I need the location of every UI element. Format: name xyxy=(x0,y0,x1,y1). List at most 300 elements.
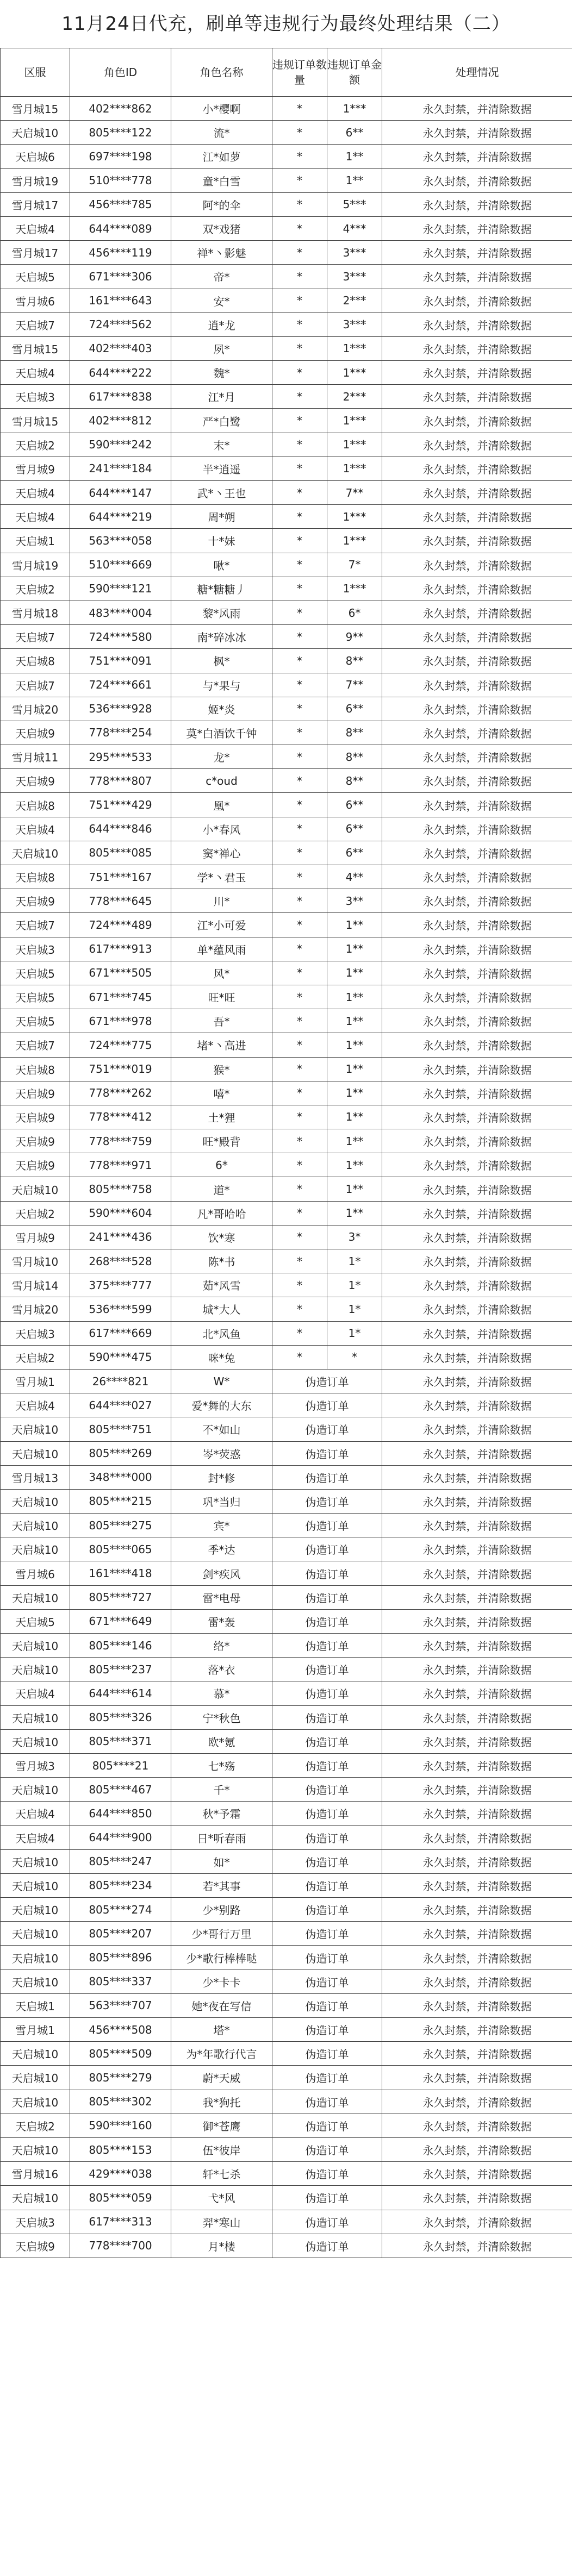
cell-handling: 永久封禁，并清除数据 xyxy=(382,1825,572,1849)
cell-server: 雪月城15 xyxy=(1,409,70,433)
cell-handling: 永久封禁，并清除数据 xyxy=(382,1441,572,1465)
cell-order-count: * xyxy=(272,505,327,529)
cell-order-count: * xyxy=(272,913,327,937)
table-row xyxy=(1,1441,572,1465)
table-row xyxy=(1,1922,572,1946)
cell-role-name: 凡*哥哈哈 xyxy=(171,1201,272,1225)
cell-role-id: 456****785 xyxy=(70,192,171,216)
cell-role-name: 御*苍鹰 xyxy=(171,2114,272,2137)
table-row xyxy=(1,1609,572,1633)
cell-order-amount: 4*** xyxy=(327,216,382,240)
table-row xyxy=(1,1825,572,1849)
cell-order-count: * xyxy=(272,1177,327,1201)
table-row xyxy=(1,1946,572,1969)
cell-order-count: * xyxy=(272,433,327,457)
cell-order-amount: 6** xyxy=(327,697,382,721)
cell-order-count: * xyxy=(272,529,327,553)
cell-violation-type: 伪造订单 xyxy=(272,2018,382,2042)
table-row xyxy=(1,697,572,721)
cell-order-amount: 3** xyxy=(327,889,382,913)
cell-order-amount: 4** xyxy=(327,865,382,889)
table-row xyxy=(1,745,572,769)
cell-violation-type: 伪造订单 xyxy=(272,1681,382,1705)
cell-role-name: 陈*书 xyxy=(171,1249,272,1273)
cell-role-name: 江*小可爱 xyxy=(171,913,272,937)
cell-role-name: 季*达 xyxy=(171,1537,272,1561)
cell-server: 雪月城10 xyxy=(1,1249,70,1273)
cell-order-amount: 1*** xyxy=(327,433,382,457)
cell-server: 天启城4 xyxy=(1,1825,70,1849)
table-row xyxy=(1,1658,572,1681)
cell-role-id: 671****505 xyxy=(70,961,171,985)
cell-order-amount: 1* xyxy=(327,1249,382,1273)
cell-handling: 永久封禁，并清除数据 xyxy=(382,97,572,121)
cell-handling: 永久封禁，并清除数据 xyxy=(382,1802,572,1825)
cell-server: 天启城2 xyxy=(1,433,70,457)
cell-handling: 永久封禁，并清除数据 xyxy=(382,1105,572,1129)
cell-handling: 永久封禁，并清除数据 xyxy=(382,913,572,937)
cell-server: 天启城10 xyxy=(1,1634,70,1658)
cell-violation-type: 伪造订单 xyxy=(272,2234,382,2258)
cell-role-name: 宾* xyxy=(171,1514,272,1537)
cell-handling: 永久封禁，并清除数据 xyxy=(382,1297,572,1321)
cell-role-name: 宁*秋色 xyxy=(171,1705,272,1729)
cell-handling: 永久封禁，并清除数据 xyxy=(382,841,572,865)
cell-order-count: * xyxy=(272,1201,327,1225)
cell-violation-type: 伪造订单 xyxy=(272,1369,382,1393)
cell-server: 雪月城15 xyxy=(1,97,70,121)
cell-role-id: 241****436 xyxy=(70,1225,171,1249)
cell-server: 雪月城16 xyxy=(1,2162,70,2186)
cell-handling: 永久封禁，并清除数据 xyxy=(382,1849,572,1873)
cell-order-amount: 1** xyxy=(327,1201,382,1225)
cell-server: 雪月城9 xyxy=(1,1225,70,1249)
table-row xyxy=(1,2162,572,2186)
cell-server: 天启城10 xyxy=(1,1489,70,1513)
cell-order-amount: 1** xyxy=(327,1105,382,1129)
table-row xyxy=(1,985,572,1009)
cell-role-id: 724****580 xyxy=(70,625,171,649)
cell-role-name: 道* xyxy=(171,1177,272,1201)
cell-order-amount: 1*** xyxy=(327,97,382,121)
table-row xyxy=(1,1561,572,1585)
table-row xyxy=(1,1489,572,1513)
cell-handling: 永久封禁，并清除数据 xyxy=(382,961,572,985)
cell-order-count: * xyxy=(272,793,327,817)
cell-violation-type: 伪造订单 xyxy=(272,1465,382,1489)
table-row xyxy=(1,1465,572,1489)
cell-role-name: 雷*轰 xyxy=(171,1609,272,1633)
table-row xyxy=(1,553,572,577)
cell-server: 天启城8 xyxy=(1,865,70,889)
cell-order-amount: 3*** xyxy=(327,312,382,336)
cell-handling: 永久封禁，并清除数据 xyxy=(382,361,572,385)
cell-server: 天启城3 xyxy=(1,2210,70,2234)
cell-order-count: * xyxy=(272,336,327,360)
cell-violation-type: 伪造订单 xyxy=(272,1993,382,2017)
cell-order-count: * xyxy=(272,721,327,745)
cell-role-id: 805****146 xyxy=(70,1634,171,1658)
cell-role-name: 岑*荧惑 xyxy=(171,1441,272,1465)
cell-violation-type: 伪造订单 xyxy=(272,2210,382,2234)
table-row xyxy=(1,937,572,961)
cell-handling: 永久封禁，并清除数据 xyxy=(382,2042,572,2066)
cell-violation-type: 伪造订单 xyxy=(272,1873,382,1897)
table-row xyxy=(1,1969,572,1993)
cell-server: 天启城4 xyxy=(1,481,70,505)
cell-handling: 永久封禁，并清除数据 xyxy=(382,2090,572,2114)
cell-handling: 永久封禁，并清除数据 xyxy=(382,1417,572,1441)
cell-handling: 永久封禁，并清除数据 xyxy=(382,1057,572,1081)
cell-handling: 永久封禁，并清除数据 xyxy=(382,1753,572,1777)
cell-role-name: 欧*氪 xyxy=(171,1729,272,1753)
cell-role-id: 805****207 xyxy=(70,1922,171,1946)
cell-server: 天启城3 xyxy=(1,937,70,961)
cell-role-id: 590****475 xyxy=(70,1345,171,1369)
cell-role-name: 单*蕴风雨 xyxy=(171,937,272,961)
cell-server: 天启城9 xyxy=(1,1153,70,1177)
cell-server: 雪月城19 xyxy=(1,553,70,577)
cell-handling: 永久封禁，并清除数据 xyxy=(382,385,572,409)
cell-order-amount: 1* xyxy=(327,1297,382,1321)
cell-role-id: 805****337 xyxy=(70,1969,171,1993)
cell-order-amount: 8** xyxy=(327,745,382,769)
cell-handling: 永久封禁，并清除数据 xyxy=(382,1585,572,1609)
cell-server: 雪月城17 xyxy=(1,241,70,265)
cell-role-name: 童*白雪 xyxy=(171,168,272,192)
cell-role-id: 295****533 xyxy=(70,745,171,769)
cell-handling: 永久封禁，并清除数据 xyxy=(382,529,572,553)
violation-table xyxy=(0,48,572,2258)
cell-role-id: 161****418 xyxy=(70,1561,171,1585)
cell-handling: 永久封禁，并清除数据 xyxy=(382,553,572,577)
cell-server: 天启城10 xyxy=(1,2186,70,2210)
cell-server: 天启城7 xyxy=(1,673,70,697)
cell-role-name: 茹*风雪 xyxy=(171,1273,272,1297)
cell-order-amount: 1** xyxy=(327,937,382,961)
cell-role-id: 778****254 xyxy=(70,721,171,745)
cell-server: 天启城5 xyxy=(1,985,70,1009)
cell-order-count: * xyxy=(272,553,327,577)
cell-server: 雪月城3 xyxy=(1,1753,70,1777)
table-row xyxy=(1,529,572,553)
cell-server: 雪月城14 xyxy=(1,1273,70,1297)
header-handling: 处理情况 xyxy=(382,48,572,97)
table-body xyxy=(1,97,572,2258)
cell-handling: 永久封禁，并清除数据 xyxy=(382,1778,572,1802)
cell-role-name: 龙* xyxy=(171,745,272,769)
cell-order-count: * xyxy=(272,1273,327,1297)
cell-order-count: * xyxy=(272,769,327,793)
cell-violation-type: 伪造订单 xyxy=(272,1393,382,1417)
cell-role-name: 巩*当归 xyxy=(171,1489,272,1513)
cell-handling: 永久封禁，并清除数据 xyxy=(382,1969,572,1993)
cell-server: 雪月城9 xyxy=(1,457,70,480)
table-row xyxy=(1,889,572,913)
cell-server: 天启城10 xyxy=(1,1705,70,1729)
cell-violation-type: 伪造订单 xyxy=(272,2042,382,2066)
cell-violation-type: 伪造订单 xyxy=(272,1705,382,1729)
cell-role-name: 羿*寒山 xyxy=(171,2210,272,2234)
cell-handling: 永久封禁，并清除数据 xyxy=(382,673,572,697)
cell-server: 雪月城1 xyxy=(1,2018,70,2042)
cell-handling: 永久封禁，并清除数据 xyxy=(382,1634,572,1658)
table-row xyxy=(1,1514,572,1537)
cell-handling: 永久封禁，并清除数据 xyxy=(382,2162,572,2186)
cell-role-name: 半*逍遥 xyxy=(171,457,272,480)
cell-role-name: 啾* xyxy=(171,553,272,577)
cell-order-count: * xyxy=(272,1057,327,1081)
cell-order-count: * xyxy=(272,937,327,961)
cell-handling: 永久封禁，并清除数据 xyxy=(382,1393,572,1417)
cell-handling: 永久封禁，并清除数据 xyxy=(382,721,572,745)
cell-handling: 永久封禁，并清除数据 xyxy=(382,1465,572,1489)
cell-role-id: 751****167 xyxy=(70,865,171,889)
cell-role-name: 安* xyxy=(171,289,272,312)
cell-role-id: 805****059 xyxy=(70,2186,171,2210)
cell-role-id: 805****751 xyxy=(70,1417,171,1441)
cell-role-id: 456****508 xyxy=(70,2018,171,2042)
cell-violation-type: 伪造订单 xyxy=(272,1946,382,1969)
cell-order-amount: 1** xyxy=(327,1057,382,1081)
cell-role-id: 805****302 xyxy=(70,2090,171,2114)
page-title: 11月24日代充，刷单等违规行为最终处理结果（二） xyxy=(61,13,511,35)
cell-handling: 永久封禁，并清除数据 xyxy=(382,697,572,721)
header-row xyxy=(1,48,572,97)
cell-order-amount: 3*** xyxy=(327,241,382,265)
table-row xyxy=(1,121,572,145)
cell-server: 天启城3 xyxy=(1,385,70,409)
cell-role-id: 805****509 xyxy=(70,2042,171,2066)
cell-role-name: 枫* xyxy=(171,649,272,673)
cell-server: 天启城10 xyxy=(1,2042,70,2066)
cell-order-amount: 1** xyxy=(327,913,382,937)
cell-role-id: 483****004 xyxy=(70,601,171,624)
cell-order-amount: * xyxy=(327,1345,382,1369)
cell-handling: 永久封禁，并清除数据 xyxy=(382,145,572,168)
cell-violation-type: 伪造订单 xyxy=(272,1417,382,1441)
cell-order-count: * xyxy=(272,745,327,769)
table-row xyxy=(1,409,572,433)
cell-order-amount: 1* xyxy=(327,1321,382,1345)
cell-role-name: 魏* xyxy=(171,361,272,385)
cell-role-name: 饮*寒 xyxy=(171,1225,272,1249)
cell-role-name: 莫*白酒饮千钟 xyxy=(171,721,272,745)
table-row xyxy=(1,1898,572,1922)
cell-server: 天启城10 xyxy=(1,121,70,145)
cell-server: 天启城10 xyxy=(1,1514,70,1537)
cell-order-count: * xyxy=(272,1009,327,1033)
table-row xyxy=(1,216,572,240)
cell-violation-type: 伪造订单 xyxy=(272,1514,382,1537)
cell-server: 天启城10 xyxy=(1,1585,70,1609)
cell-role-id: 805****065 xyxy=(70,1537,171,1561)
cell-handling: 永久封禁，并清除数据 xyxy=(382,1873,572,1897)
cell-role-name: 爱*舞的大东 xyxy=(171,1393,272,1417)
cell-role-name: 七*殇 xyxy=(171,1753,272,1777)
cell-violation-type: 伪造订单 xyxy=(272,1753,382,1777)
table-row xyxy=(1,1849,572,1873)
cell-violation-type: 伪造订单 xyxy=(272,2186,382,2210)
table-row xyxy=(1,1753,572,1777)
cell-role-id: 805****279 xyxy=(70,2066,171,2090)
table-row xyxy=(1,2090,572,2114)
cell-role-id: 644****147 xyxy=(70,481,171,505)
cell-order-amount: 5*** xyxy=(327,192,382,216)
cell-order-count: * xyxy=(272,865,327,889)
cell-handling: 永久封禁，并清除数据 xyxy=(382,1153,572,1177)
cell-role-id: 644****027 xyxy=(70,1393,171,1417)
cell-order-count: * xyxy=(272,697,327,721)
cell-role-id: 805****269 xyxy=(70,1441,171,1465)
cell-violation-type: 伪造订单 xyxy=(272,1969,382,1993)
table-row xyxy=(1,192,572,216)
cell-handling: 永久封禁，并清除数据 xyxy=(382,1249,572,1273)
cell-server: 天启城4 xyxy=(1,1802,70,1825)
cell-violation-type: 伪造订单 xyxy=(272,1585,382,1609)
cell-role-id: 563****707 xyxy=(70,1993,171,2017)
cell-server: 天启城10 xyxy=(1,1969,70,1993)
cell-order-count: * xyxy=(272,168,327,192)
cell-order-count: * xyxy=(272,1321,327,1345)
cell-violation-type: 伪造订单 xyxy=(272,2137,382,2161)
cell-role-name: 不*如山 xyxy=(171,1417,272,1441)
table-row xyxy=(1,625,572,649)
cell-handling: 永久封禁，并清除数据 xyxy=(382,1922,572,1946)
cell-order-count: * xyxy=(272,1105,327,1129)
cell-role-name: 络* xyxy=(171,1634,272,1658)
table-row xyxy=(1,289,572,312)
table-row xyxy=(1,457,572,480)
cell-order-count: * xyxy=(272,121,327,145)
cell-violation-type: 伪造订单 xyxy=(272,1609,382,1633)
cell-violation-type: 伪造订单 xyxy=(272,1658,382,1681)
cell-server: 天启城1 xyxy=(1,529,70,553)
cell-handling: 永久封禁，并清除数据 xyxy=(382,1033,572,1057)
cell-role-name: 周*朔 xyxy=(171,505,272,529)
cell-order-count: * xyxy=(272,265,327,289)
cell-role-id: 402****812 xyxy=(70,409,171,433)
table-row xyxy=(1,2186,572,2210)
cell-violation-type: 伪造订单 xyxy=(272,1537,382,1561)
cell-role-name: 学*丶君玉 xyxy=(171,865,272,889)
table-row xyxy=(1,1033,572,1057)
cell-handling: 永久封禁，并清除数据 xyxy=(382,1273,572,1297)
cell-order-amount: 1*** xyxy=(327,336,382,360)
cell-role-id: 778****807 xyxy=(70,769,171,793)
cell-handling: 永久封禁，并清除数据 xyxy=(382,1129,572,1153)
cell-role-name: 严*白鹭 xyxy=(171,409,272,433)
cell-handling: 永久封禁，并清除数据 xyxy=(382,2210,572,2234)
cell-order-amount: 8** xyxy=(327,649,382,673)
table-row xyxy=(1,1705,572,1729)
cell-server: 天启城4 xyxy=(1,216,70,240)
cell-handling: 永久封禁，并清除数据 xyxy=(382,1705,572,1729)
cell-role-id: 805****467 xyxy=(70,1778,171,1802)
cell-role-name: 旺*殿背 xyxy=(171,1129,272,1153)
cell-violation-type: 伪造订单 xyxy=(272,2114,382,2137)
cell-role-id: 590****121 xyxy=(70,577,171,601)
cell-handling: 永久封禁，并清除数据 xyxy=(382,1898,572,1922)
cell-server: 天启城9 xyxy=(1,1129,70,1153)
cell-role-name: 风* xyxy=(171,961,272,985)
cell-server: 天启城4 xyxy=(1,1681,70,1705)
cell-order-count: * xyxy=(272,985,327,1009)
cell-role-name: 日*听春雨 xyxy=(171,1825,272,1849)
cell-role-id: 671****978 xyxy=(70,1009,171,1033)
cell-role-id: 617****838 xyxy=(70,385,171,409)
table-row xyxy=(1,2114,572,2137)
cell-role-id: 724****562 xyxy=(70,312,171,336)
cell-handling: 永久封禁，并清除数据 xyxy=(382,121,572,145)
cell-order-amount: 1** xyxy=(327,1177,382,1201)
cell-server: 雪月城6 xyxy=(1,1561,70,1585)
cell-handling: 永久封禁，并清除数据 xyxy=(382,577,572,601)
cell-order-count: * xyxy=(272,841,327,865)
cell-handling: 永久封禁，并清除数据 xyxy=(382,2234,572,2258)
cell-handling: 永久封禁，并清除数据 xyxy=(382,1609,572,1633)
cell-order-count: * xyxy=(272,481,327,505)
cell-role-name: 末* xyxy=(171,433,272,457)
cell-order-amount: 6* xyxy=(327,601,382,624)
cell-role-id: 671****306 xyxy=(70,265,171,289)
table-row xyxy=(1,336,572,360)
cell-order-amount: 3*** xyxy=(327,265,382,289)
cell-role-id: 805****275 xyxy=(70,1514,171,1537)
cell-role-name: 秋*予霜 xyxy=(171,1802,272,1825)
cell-role-name: 夙* xyxy=(171,336,272,360)
cell-role-id: 456****119 xyxy=(70,241,171,265)
cell-role-id: 590****242 xyxy=(70,433,171,457)
cell-role-id: 805****21 xyxy=(70,1753,171,1777)
cell-role-name: 少*哥行万里 xyxy=(171,1922,272,1946)
cell-role-name: 蔚*天威 xyxy=(171,2066,272,2090)
table-row xyxy=(1,1729,572,1753)
cell-order-count: * xyxy=(272,673,327,697)
cell-order-count: * xyxy=(272,817,327,841)
cell-order-count: * xyxy=(272,889,327,913)
cell-role-id: 805****234 xyxy=(70,1873,171,1897)
cell-role-name: W* xyxy=(171,1369,272,1393)
cell-order-amount: 6** xyxy=(327,793,382,817)
cell-server: 天启城10 xyxy=(1,841,70,865)
cell-role-name: 黎*风雨 xyxy=(171,601,272,624)
cell-handling: 永久封禁，并清除数据 xyxy=(382,241,572,265)
cell-role-id: 644****219 xyxy=(70,505,171,529)
cell-handling: 永久封禁，并清除数据 xyxy=(382,2018,572,2042)
cell-server: 天启城4 xyxy=(1,361,70,385)
cell-role-id: 751****429 xyxy=(70,793,171,817)
table-row xyxy=(1,1993,572,2017)
cell-server: 天启城5 xyxy=(1,961,70,985)
cell-server: 雪月城20 xyxy=(1,697,70,721)
cell-server: 天启城10 xyxy=(1,1922,70,1946)
cell-server: 天启城9 xyxy=(1,2234,70,2258)
cell-role-name: 流* xyxy=(171,121,272,145)
table-row xyxy=(1,649,572,673)
table-row xyxy=(1,312,572,336)
cell-server: 天启城10 xyxy=(1,2090,70,2114)
table-row xyxy=(1,793,572,817)
cell-role-name: 双*戏猪 xyxy=(171,216,272,240)
cell-violation-type: 伪造订单 xyxy=(272,1802,382,1825)
cell-role-id: 697****198 xyxy=(70,145,171,168)
table-row xyxy=(1,841,572,865)
cell-role-id: 805****085 xyxy=(70,841,171,865)
table-row xyxy=(1,769,572,793)
cell-role-id: 510****778 xyxy=(70,168,171,192)
cell-role-name: 江*如萝 xyxy=(171,145,272,168)
